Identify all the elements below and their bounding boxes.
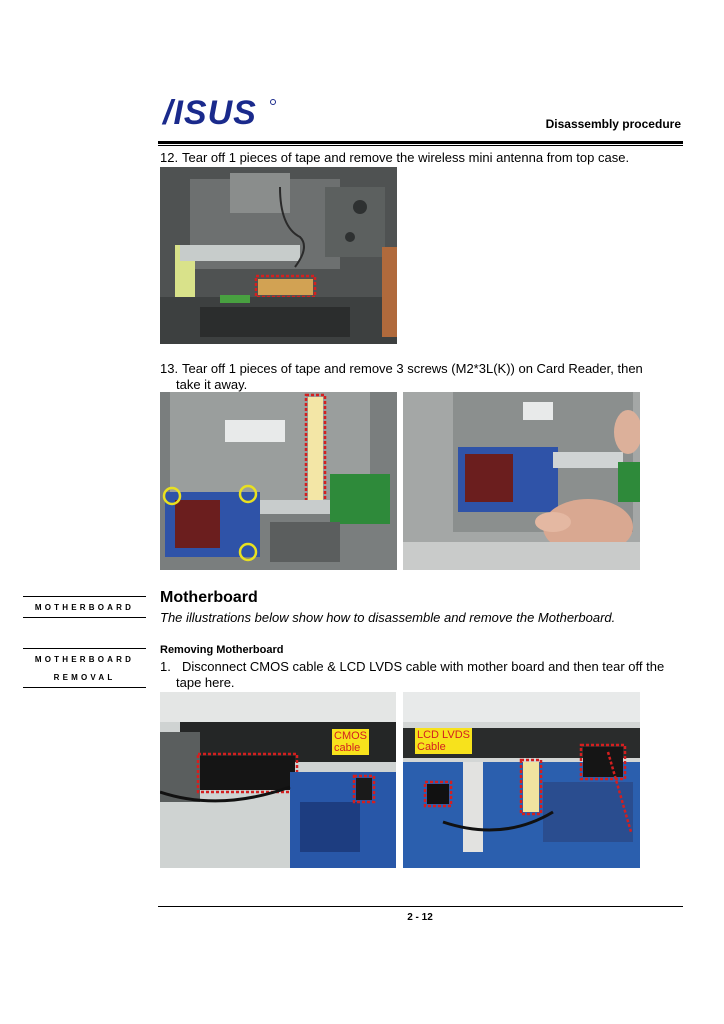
step-1: [160, 659, 683, 691]
callout-cmos-line1: CMOS: [334, 730, 367, 742]
callout-cmos-line2: cable: [334, 742, 361, 754]
callout-lvds-line2: Cable: [417, 741, 446, 753]
footer-rule: [158, 906, 683, 907]
step-text-line2: tape here.: [176, 675, 235, 690]
sidebar-label-removal: REMOVAL: [53, 673, 116, 682]
sidebar-rule: [23, 687, 146, 688]
photo-antenna-removal: [160, 167, 397, 344]
asus-logo: [161, 97, 277, 129]
sidebar-rule: [23, 617, 146, 618]
callout-lvds-cable: [415, 728, 472, 754]
header-rule-thin: [158, 145, 683, 146]
photo-card-reader-screws: [160, 392, 397, 570]
sidebar-label-motherboard: MOTHERBOARD: [34, 603, 135, 612]
sidebar-rule: [23, 648, 146, 649]
sidebar-label-motherboard-removal: MOTHERBOARD: [34, 655, 135, 664]
section-description: The illustrations below show how to disassemble and remove the Motherboard.: [160, 610, 616, 625]
step-number: 12.: [160, 150, 179, 165]
step-text-line1: Disconnect CMOS cable & LCD LVDS cable with mother board and then tear off the: [182, 659, 665, 674]
step-text: Tear off 1 pieces of tape and remove the wireless mini antenna from top case.: [182, 150, 630, 165]
step-13: [160, 361, 683, 393]
sidebar-rule: [23, 596, 146, 597]
photo-cmos-cable: [160, 692, 396, 868]
callout-lvds-line1: LCD LVDS: [417, 729, 470, 741]
callout-cmos-cable: [332, 729, 369, 755]
photo-card-reader-removed: [403, 392, 640, 570]
step-12: [160, 150, 690, 166]
header-rule: [158, 141, 683, 144]
step-number: 1.: [160, 659, 171, 674]
section-title: Motherboard: [160, 589, 258, 606]
page-number: 2 - 12: [407, 912, 433, 923]
photo-lvds-cable: [403, 692, 640, 868]
header-title: Disassembly procedure: [545, 117, 681, 131]
step-text-line2: take it away.: [176, 377, 248, 392]
svg-text:/ISUS: /ISUS: [163, 97, 257, 129]
step-text-line1: Tear off 1 pieces of tape and remove 3 screws (M2*3L(K)) on Card Reader, then: [182, 361, 643, 376]
subsection-title: Removing Motherboard: [160, 644, 284, 656]
step-number: 13.: [160, 361, 179, 376]
